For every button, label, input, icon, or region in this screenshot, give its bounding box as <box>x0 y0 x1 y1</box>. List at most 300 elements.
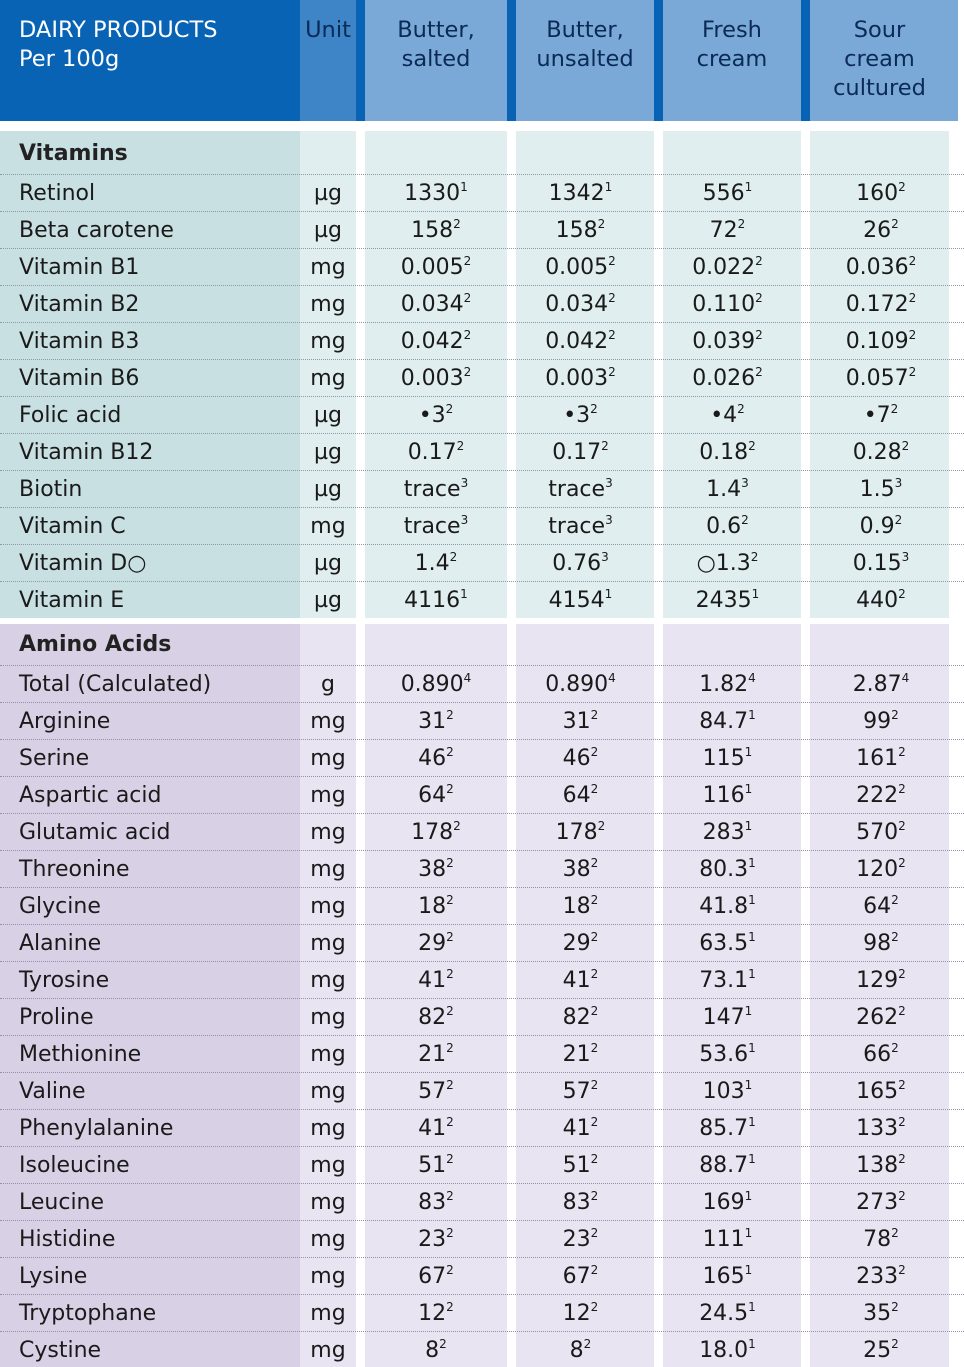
source-footnote: 2 <box>898 1004 906 1018</box>
source-footnote: 2 <box>908 291 917 305</box>
source-footnote: 2 <box>446 1226 454 1240</box>
value-text: 1342 <box>548 181 605 206</box>
value-cell <box>654 545 801 582</box>
value-text: 165 <box>702 1264 745 1289</box>
value-text: 98 <box>863 931 892 956</box>
table-row <box>0 1257 964 1294</box>
source-footnote: 2 <box>608 254 616 268</box>
source-footnote: 2 <box>445 402 454 416</box>
value-text: ○1.3 <box>696 551 751 576</box>
source-footnote: 2 <box>608 291 616 305</box>
source-footnote: 3 <box>460 513 469 527</box>
source-footnote: 2 <box>748 439 756 453</box>
value-cell <box>654 212 801 249</box>
row-unit: µg <box>314 181 342 206</box>
value-text: 51 <box>562 1153 591 1178</box>
source-footnote: 2 <box>898 587 906 601</box>
value-text: 0.15 <box>852 551 902 576</box>
value-text: 103 <box>702 1079 745 1104</box>
table-row <box>0 665 964 702</box>
value-text: 0.6 <box>706 514 742 539</box>
value-cell <box>507 434 654 471</box>
table-row <box>0 813 964 850</box>
value-cell <box>807 1221 955 1258</box>
value-text: 46 <box>418 746 447 771</box>
value-text: 0.003 <box>545 366 609 391</box>
column-header-line: cream <box>696 46 768 72</box>
source-footnote: 3 <box>894 476 903 490</box>
value-cell <box>365 434 507 471</box>
source-footnote: 2 <box>590 1041 599 1055</box>
value-cell <box>807 962 955 999</box>
value-cell <box>807 508 955 545</box>
value-text: 0.28 <box>852 440 902 465</box>
source-footnote: 1 <box>460 180 468 194</box>
value-text: 41 <box>418 968 447 993</box>
source-footnote: 1 <box>744 1263 753 1277</box>
value-text: 233 <box>856 1264 899 1289</box>
value-text: 0.042 <box>545 329 609 354</box>
value-text: 18.0 <box>699 1338 749 1363</box>
value-text: 38 <box>562 857 591 882</box>
row-label: Vitamin B2 <box>19 292 140 317</box>
value-text: 570 <box>856 820 899 845</box>
value-cell <box>654 434 801 471</box>
row-label: Phenylalanine <box>19 1116 174 1141</box>
value-cell <box>807 1110 955 1147</box>
row-label: Cystine <box>19 1338 102 1363</box>
row-label: Biotin <box>19 477 83 502</box>
value-cell <box>807 323 955 360</box>
value-text: 63.5 <box>699 931 749 956</box>
value-text: 64 <box>562 783 591 808</box>
source-footnote: 2 <box>898 745 906 759</box>
value-text: 83 <box>418 1190 447 1215</box>
value-cell <box>507 360 654 397</box>
value-text: 158 <box>411 218 454 243</box>
source-footnote: 2 <box>583 1337 592 1351</box>
value-cell <box>807 1147 955 1184</box>
value-cell <box>365 249 507 286</box>
value-text: trace <box>403 477 461 502</box>
table-row <box>0 544 964 581</box>
value-text: 120 <box>856 857 899 882</box>
source-footnote: 2 <box>446 856 454 870</box>
value-cell <box>365 962 507 999</box>
table-row <box>0 961 964 998</box>
row-label: Alanine <box>19 931 102 956</box>
value-text: 41 <box>562 1116 591 1141</box>
value-text: 1.4 <box>706 477 742 502</box>
source-footnote: 1 <box>751 587 760 601</box>
value-cell <box>365 740 507 777</box>
header-divider <box>507 0 516 121</box>
value-cell <box>807 397 955 434</box>
source-footnote: 4 <box>901 671 910 685</box>
value-text: 80.3 <box>699 857 749 882</box>
table-row <box>0 1035 964 1072</box>
value-cell <box>507 1110 654 1147</box>
value-cell <box>365 1147 507 1184</box>
value-text: 222 <box>856 783 899 808</box>
value-text: 31 <box>418 709 447 734</box>
value-cell <box>807 286 955 323</box>
source-footnote: 2 <box>453 217 461 231</box>
column-header-line: Butter, <box>397 17 475 43</box>
value-text: 4154 <box>548 588 605 613</box>
source-footnote: 3 <box>460 476 469 490</box>
value-cell <box>507 508 654 545</box>
source-footnote: 1 <box>748 1115 756 1129</box>
value-cell <box>365 777 507 814</box>
value-cell <box>507 1036 654 1073</box>
row-unit: mg <box>310 931 346 956</box>
value-text: 1.4 <box>414 551 450 576</box>
value-cell <box>507 175 654 212</box>
source-footnote: 2 <box>898 1115 906 1129</box>
row-label: Aspartic acid <box>19 783 162 808</box>
value-text: 8 <box>569 1338 584 1363</box>
row-label: Vitamin D○ <box>19 551 147 576</box>
row-label: Beta carotene <box>19 218 174 243</box>
value-cell <box>365 1073 507 1110</box>
source-footnote: 2 <box>463 328 472 342</box>
source-footnote: 2 <box>891 1337 899 1351</box>
source-footnote: 2 <box>590 1263 599 1277</box>
source-footnote: 3 <box>605 476 613 490</box>
source-footnote: 2 <box>750 550 759 564</box>
value-cell <box>365 1184 507 1221</box>
value-text: 99 <box>863 709 892 734</box>
row-label: Isoleucine <box>19 1153 130 1178</box>
table-row <box>0 433 964 470</box>
source-footnote: 2 <box>590 708 599 722</box>
source-footnote: 3 <box>601 550 609 564</box>
value-cell <box>807 249 955 286</box>
source-footnote: 4 <box>463 671 472 685</box>
row-unit: mg <box>310 329 346 354</box>
row-unit: mg <box>310 1338 346 1363</box>
row-unit: mg <box>310 292 346 317</box>
row-unit: g <box>321 672 335 697</box>
value-cell <box>807 740 955 777</box>
value-text: 0.036 <box>845 255 909 280</box>
value-text: 84.7 <box>699 709 749 734</box>
row-unit: mg <box>310 1042 346 1067</box>
value-text: 29 <box>562 931 591 956</box>
value-text: 18 <box>562 894 591 919</box>
amino-acids-section <box>0 624 964 1367</box>
value-cell <box>654 582 801 619</box>
value-cell <box>365 1221 507 1258</box>
row-label: Glutamic acid <box>19 820 171 845</box>
value-text: •3 <box>418 403 446 428</box>
row-unit: µg <box>314 403 342 428</box>
value-cell <box>807 1258 955 1295</box>
value-text: 1.82 <box>699 672 749 697</box>
source-footnote: 1 <box>744 1226 753 1240</box>
section-heading: Amino Acids <box>19 632 172 657</box>
value-text: 0.005 <box>400 255 464 280</box>
value-cell <box>365 1258 507 1295</box>
source-footnote: 2 <box>446 1189 454 1203</box>
value-text: 147 <box>702 1005 745 1030</box>
table-row <box>0 507 964 544</box>
value-cell <box>654 1295 801 1332</box>
row-label: Vitamin E <box>19 588 125 613</box>
value-text: 0.039 <box>692 329 756 354</box>
table-row <box>0 581 964 618</box>
vitamins-rows <box>0 174 964 618</box>
source-footnote: 2 <box>446 708 454 722</box>
source-footnote: 2 <box>908 328 917 342</box>
table-title <box>0 0 300 121</box>
value-text: 57 <box>562 1079 591 1104</box>
row-unit: mg <box>310 514 346 539</box>
source-footnote: 2 <box>891 1300 899 1314</box>
value-text: 0.890 <box>400 672 464 697</box>
value-cell <box>365 1110 507 1147</box>
value-text: 78 <box>863 1227 892 1252</box>
table-row <box>0 1294 964 1331</box>
column-header-fresh-cream <box>663 0 801 121</box>
header-divider <box>801 0 810 121</box>
source-footnote: 4 <box>748 671 756 685</box>
value-cell <box>654 249 801 286</box>
value-cell <box>507 703 654 740</box>
source-footnote: 2 <box>446 1041 454 1055</box>
value-cell <box>807 1184 955 1221</box>
value-cell <box>507 582 654 619</box>
value-cell <box>807 814 955 851</box>
value-text: 0.034 <box>400 292 464 317</box>
value-cell <box>507 777 654 814</box>
row-unit: mg <box>310 746 346 771</box>
value-cell <box>654 925 801 962</box>
value-text: 18 <box>418 894 447 919</box>
header-divider <box>356 0 365 121</box>
value-cell <box>365 703 507 740</box>
value-text: 165 <box>856 1079 899 1104</box>
source-footnote: 2 <box>463 365 472 379</box>
table-row <box>0 1072 964 1109</box>
value-cell <box>507 1258 654 1295</box>
row-label: Tyrosine <box>19 968 110 993</box>
value-cell <box>365 397 507 434</box>
value-cell <box>654 1110 801 1147</box>
source-footnote: 2 <box>898 180 906 194</box>
value-text: 29 <box>418 931 447 956</box>
row-unit: µg <box>314 218 342 243</box>
source-footnote: 2 <box>590 1226 599 1240</box>
row-unit: mg <box>310 1264 346 1289</box>
row-unit: mg <box>310 709 346 734</box>
value-text: 273 <box>856 1190 899 1215</box>
value-text: 158 <box>555 218 598 243</box>
source-footnote: 2 <box>898 1078 906 1092</box>
value-text: 2435 <box>695 588 752 613</box>
value-text: 64 <box>863 894 892 919</box>
value-cell <box>365 999 507 1036</box>
source-footnote: 2 <box>601 439 609 453</box>
value-cell <box>507 212 654 249</box>
column-header-sour-cream-cultured <box>810 0 949 121</box>
value-text: 283 <box>702 820 745 845</box>
source-footnote: 2 <box>590 1078 599 1092</box>
value-text: 26 <box>863 218 892 243</box>
value-cell <box>365 471 507 508</box>
value-text: 0.17 <box>552 440 602 465</box>
table-row <box>0 1220 964 1257</box>
value-cell <box>365 175 507 212</box>
value-text: 0.18 <box>699 440 749 465</box>
row-label: Proline <box>19 1005 94 1030</box>
source-footnote: 2 <box>590 856 599 870</box>
value-text: 66 <box>863 1042 892 1067</box>
source-footnote: 2 <box>898 1263 906 1277</box>
row-unit: mg <box>310 366 346 391</box>
value-text: 67 <box>562 1264 591 1289</box>
column-header-line: cream <box>844 46 915 72</box>
row-unit: mg <box>310 820 346 845</box>
value-cell <box>365 888 507 925</box>
table-row <box>0 359 964 396</box>
value-cell <box>507 471 654 508</box>
value-text: 0.026 <box>692 366 756 391</box>
value-text: 82 <box>562 1005 591 1030</box>
source-footnote: 1 <box>748 893 756 907</box>
value-text: 21 <box>562 1042 591 1067</box>
source-footnote: 2 <box>590 1300 599 1314</box>
value-text: 12 <box>562 1301 591 1326</box>
vitamins-section <box>0 131 964 618</box>
source-footnote: 2 <box>608 365 616 379</box>
column-header-butter-unsalted <box>516 0 654 121</box>
row-label: Valine <box>19 1079 86 1104</box>
source-footnote: 4 <box>608 671 616 685</box>
value-cell <box>507 851 654 888</box>
value-cell <box>507 1221 654 1258</box>
row-label: Lysine <box>19 1264 88 1289</box>
value-cell <box>507 397 654 434</box>
value-cell <box>807 1036 955 1073</box>
source-footnote: 2 <box>590 1189 599 1203</box>
source-footnote: 2 <box>755 254 763 268</box>
source-footnote: 2 <box>446 1263 454 1277</box>
source-footnote: 2 <box>891 893 899 907</box>
source-footnote: 1 <box>748 856 756 870</box>
value-text: 41.8 <box>699 894 749 919</box>
column-header-line: Sour <box>853 17 906 43</box>
value-text: 23 <box>418 1227 447 1252</box>
source-footnote: 2 <box>891 708 899 722</box>
value-cell <box>507 925 654 962</box>
source-footnote: 1 <box>744 819 753 833</box>
amino-acids-rows <box>0 665 964 1367</box>
row-label: Folic acid <box>19 403 122 428</box>
row-unit: mg <box>310 1190 346 1215</box>
value-text: 72 <box>709 218 738 243</box>
value-cell <box>654 1147 801 1184</box>
source-footnote: 1 <box>744 782 753 796</box>
value-cell <box>365 212 507 249</box>
value-cell <box>654 1332 801 1367</box>
column-header-line: cultured <box>833 75 926 101</box>
value-cell <box>654 703 801 740</box>
row-unit: mg <box>310 1301 346 1326</box>
source-footnote: 2 <box>590 782 599 796</box>
value-cell <box>807 1295 955 1332</box>
value-cell <box>365 508 507 545</box>
header-divider <box>654 0 663 121</box>
source-footnote: 1 <box>460 587 468 601</box>
source-footnote: 2 <box>608 328 616 342</box>
source-footnote: 2 <box>597 217 606 231</box>
value-text: 53.6 <box>699 1042 749 1067</box>
source-footnote: 2 <box>446 967 454 981</box>
value-text: 169 <box>702 1190 745 1215</box>
source-footnote: 2 <box>446 745 454 759</box>
value-cell <box>365 360 507 397</box>
source-footnote: 1 <box>744 1078 753 1092</box>
value-text: trace <box>403 514 461 539</box>
source-footnote: 2 <box>908 365 917 379</box>
row-label: Methionine <box>19 1042 142 1067</box>
table-row <box>0 211 964 248</box>
value-text: 73.1 <box>699 968 749 993</box>
source-footnote: 1 <box>744 1004 753 1018</box>
source-footnote: 2 <box>449 550 458 564</box>
row-label: Vitamin B6 <box>19 366 140 391</box>
title-line-1: DAIRY PRODUCTS <box>19 17 218 43</box>
value-cell <box>654 397 801 434</box>
source-footnote: 2 <box>590 893 599 907</box>
value-text: 41 <box>418 1116 447 1141</box>
value-cell <box>507 249 654 286</box>
value-cell <box>654 851 801 888</box>
value-text: 111 <box>702 1227 745 1252</box>
value-cell <box>365 925 507 962</box>
value-text: 64 <box>418 783 447 808</box>
value-cell <box>807 545 955 582</box>
value-text: 0.042 <box>400 329 464 354</box>
value-text: 115 <box>702 746 745 771</box>
row-unit: µg <box>314 551 342 576</box>
value-text: 133 <box>856 1116 899 1141</box>
value-cell <box>654 323 801 360</box>
table-row <box>0 1109 964 1146</box>
source-footnote: 1 <box>744 180 753 194</box>
value-text: 138 <box>856 1153 899 1178</box>
column-header-line: salted <box>401 46 471 72</box>
value-text: 0.17 <box>407 440 457 465</box>
value-text: 0.110 <box>692 292 756 317</box>
value-cell <box>807 1073 955 1110</box>
value-text: 8 <box>425 1338 440 1363</box>
source-footnote: 3 <box>741 476 749 490</box>
value-cell <box>807 925 955 962</box>
value-cell <box>507 888 654 925</box>
value-cell <box>365 1332 507 1367</box>
value-text: 0.022 <box>692 255 756 280</box>
source-footnote: 2 <box>446 930 454 944</box>
source-footnote: 2 <box>439 1337 447 1351</box>
source-footnote: 2 <box>737 402 745 416</box>
source-footnote: 3 <box>605 513 613 527</box>
value-cell <box>654 1036 801 1073</box>
row-unit: mg <box>310 1079 346 1104</box>
value-cell <box>365 814 507 851</box>
